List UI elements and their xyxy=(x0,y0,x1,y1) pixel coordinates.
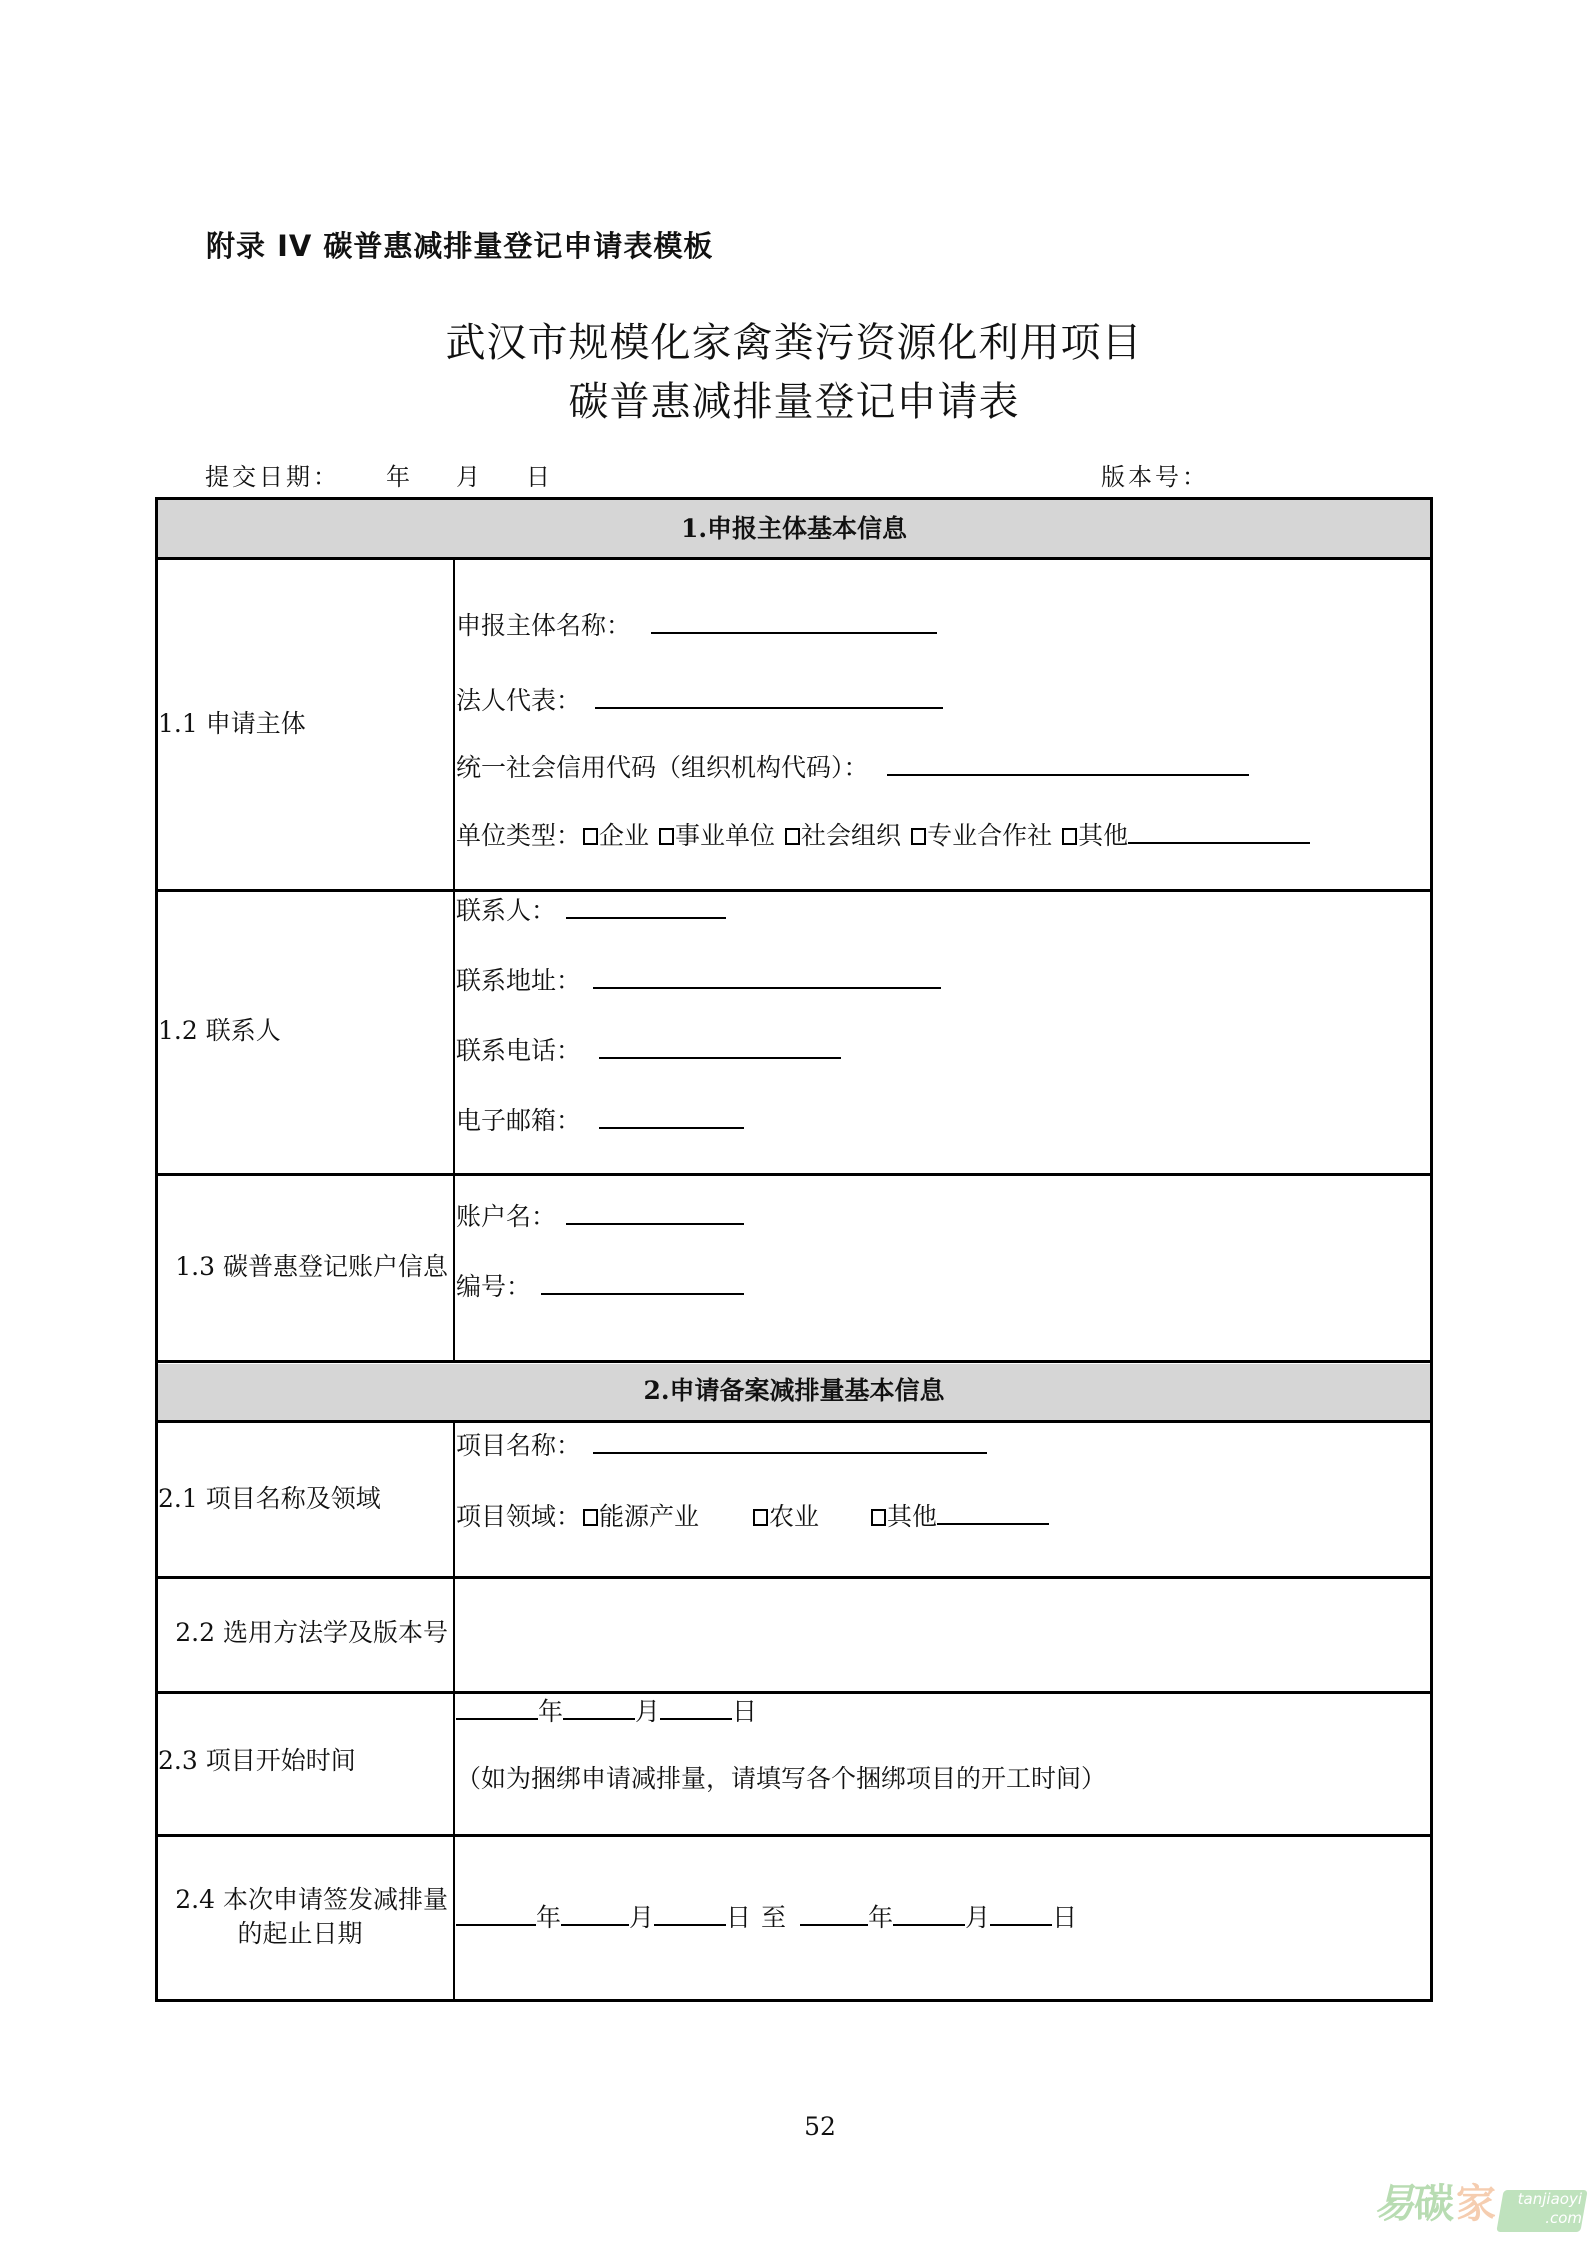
credit-code-field[interactable] xyxy=(456,750,1249,784)
address-label: 联系地址： xyxy=(456,966,582,995)
contact-input[interactable] xyxy=(566,893,726,919)
project-start-date-field xyxy=(456,1694,757,1728)
start-day-input[interactable] xyxy=(660,1694,732,1720)
from-month-label: 月 xyxy=(629,1903,655,1932)
row-2-4-label-line2: 的起止日期 xyxy=(237,1919,363,1948)
row-divider xyxy=(155,1576,1433,1579)
checkbox-agriculture[interactable] xyxy=(753,1509,768,1526)
section2-header: 2.申请备案减排量基本信息 xyxy=(643,1376,945,1405)
version-label: 版本号： xyxy=(1101,463,1209,491)
account-name-label: 账户名： xyxy=(456,1202,557,1231)
unit-type-field xyxy=(456,818,1310,852)
row-divider xyxy=(155,889,1433,892)
start-month-input[interactable] xyxy=(563,1694,635,1720)
to-day-label: 日 xyxy=(1052,1903,1078,1932)
to-year-label: 年 xyxy=(868,1903,894,1932)
start-month-label: 月 xyxy=(635,1697,661,1726)
option-field-other: 其他 xyxy=(887,1502,938,1531)
legal-rep-input[interactable] xyxy=(595,683,943,709)
issuance-period-field xyxy=(456,1900,1077,1934)
start-day-label: 日 xyxy=(732,1697,758,1726)
row-divider xyxy=(155,1691,1433,1694)
option-enterprise: 企业 xyxy=(599,821,650,850)
email-label: 电子邮箱： xyxy=(456,1106,582,1135)
to-month-input[interactable] xyxy=(893,1900,965,1926)
account-number-label: 编号： xyxy=(456,1272,532,1301)
project-field-field xyxy=(456,1499,1049,1533)
option-cooperative: 专业合作社 xyxy=(927,821,1053,850)
methodology-input[interactable] xyxy=(458,1582,1428,1686)
phone-field[interactable] xyxy=(456,1033,841,1067)
row-divider xyxy=(155,1173,1433,1176)
checkbox-enterprise[interactable] xyxy=(583,828,598,845)
row-2-4-label-line1: 2.4 本次申请签发减排量 xyxy=(175,1885,448,1914)
legal-rep-label: 法人代表： xyxy=(456,686,582,715)
submit-date-year: 年 xyxy=(386,463,413,491)
row-1-1-label: 1.1 申请主体 xyxy=(158,709,306,738)
row-1-3-label: 1.3 碳普惠登记账户信息 xyxy=(175,1252,448,1281)
from-day-input[interactable] xyxy=(654,1900,726,1926)
account-name-field[interactable] xyxy=(456,1199,744,1233)
row-2-3-label: 2.3 项目开始时间 xyxy=(158,1746,356,1775)
form-title-line1: 武汉市规模化家禽粪污资源化利用项目 xyxy=(445,320,1143,366)
checkbox-cooperative[interactable] xyxy=(911,828,926,845)
entity-name-input[interactable] xyxy=(651,608,937,634)
watermark-logo xyxy=(1372,2176,1586,2234)
entity-name-field[interactable] xyxy=(456,608,937,642)
checkbox-social-org[interactable] xyxy=(785,828,800,845)
checkbox-public-institution[interactable] xyxy=(659,828,674,845)
from-month-input[interactable] xyxy=(561,1900,629,1926)
checkbox-field-other[interactable] xyxy=(871,1509,886,1526)
option-public-institution: 事业单位 xyxy=(675,821,776,850)
account-number-field[interactable] xyxy=(456,1269,744,1303)
email-field[interactable] xyxy=(456,1103,744,1137)
field-other-input[interactable] xyxy=(937,1499,1049,1525)
row-divider xyxy=(155,1420,1433,1423)
submit-date-day: 日 xyxy=(526,463,553,491)
address-field[interactable] xyxy=(456,963,941,997)
contact-field[interactable] xyxy=(456,893,726,927)
column-divider xyxy=(453,1421,455,2001)
option-energy: 能源产业 xyxy=(599,1502,700,1531)
watermark-badge-line1: tanjiaoyi xyxy=(1517,2190,1582,2208)
project-name-field[interactable] xyxy=(456,1428,987,1462)
watermark-badge-line2: .com xyxy=(1545,2209,1582,2227)
to-day-input[interactable] xyxy=(990,1900,1052,1926)
watermark-char-2: 碳 xyxy=(1414,2181,1454,2227)
phone-input[interactable] xyxy=(599,1033,841,1059)
credit-code-label: 统一社会信用代码（组织机构代码）： xyxy=(456,753,869,782)
from-year-input[interactable] xyxy=(456,1900,536,1926)
account-name-input[interactable] xyxy=(566,1199,744,1225)
to-label: 至 xyxy=(761,1903,787,1932)
submit-date-label: 提交日期： xyxy=(205,463,340,491)
row-1-2-label: 1.2 联系人 xyxy=(158,1016,281,1045)
address-input[interactable] xyxy=(593,963,941,989)
to-month-label: 月 xyxy=(965,1903,991,1932)
row-divider xyxy=(155,1360,1433,1363)
row-2-1-label: 2.1 项目名称及领域 xyxy=(158,1484,381,1513)
entity-name-label: 申报主体名称： xyxy=(456,611,632,640)
submit-date-month: 月 xyxy=(456,463,483,491)
account-number-input[interactable] xyxy=(541,1269,744,1295)
project-field-label: 项目领域： xyxy=(456,1502,582,1531)
column-divider xyxy=(453,558,455,1362)
to-year-input[interactable] xyxy=(800,1900,868,1926)
form-title-line2: 碳普惠减排量登记申请表 xyxy=(568,379,1020,425)
email-input[interactable] xyxy=(599,1103,744,1129)
option-social-org: 社会组织 xyxy=(801,821,902,850)
project-name-label: 项目名称： xyxy=(456,1431,582,1460)
start-year-input[interactable] xyxy=(456,1694,538,1720)
row-divider xyxy=(155,1834,1433,1837)
contact-label: 联系人： xyxy=(456,896,557,925)
from-year-label: 年 xyxy=(536,1903,562,1932)
row-2-2-label: 2.2 选用方法学及版本号 xyxy=(175,1618,448,1647)
project-start-note: （如为捆绑申请减排量，请填写各个捆绑项目的开工时间） xyxy=(456,1764,1107,1793)
section1-header: 1.申报主体基本信息 xyxy=(680,514,908,543)
from-day-label: 日 xyxy=(726,1903,752,1932)
appendix-heading: 附录 IV 碳普惠减排量登记申请表模板 xyxy=(206,229,714,263)
row-divider xyxy=(155,557,1433,560)
phone-label: 联系电话： xyxy=(456,1036,582,1065)
start-year-label: 年 xyxy=(538,1697,564,1726)
credit-code-input[interactable] xyxy=(887,750,1249,776)
checkbox-other[interactable] xyxy=(1062,828,1077,845)
unit-type-label: 单位类型： xyxy=(456,821,582,850)
page-number: 52 xyxy=(804,2112,836,2141)
checkbox-energy[interactable] xyxy=(583,1509,598,1526)
watermark-char-3: 家 xyxy=(1456,2181,1496,2227)
legal-rep-field[interactable] xyxy=(456,683,943,717)
watermark-char-1: 易 xyxy=(1374,2181,1414,2227)
option-agriculture: 农业 xyxy=(769,1502,820,1531)
option-other: 其他 xyxy=(1078,821,1129,850)
unit-type-other-input[interactable] xyxy=(1128,818,1310,844)
watermark-badge-text xyxy=(1506,2190,1582,2228)
project-name-input[interactable] xyxy=(593,1428,987,1454)
